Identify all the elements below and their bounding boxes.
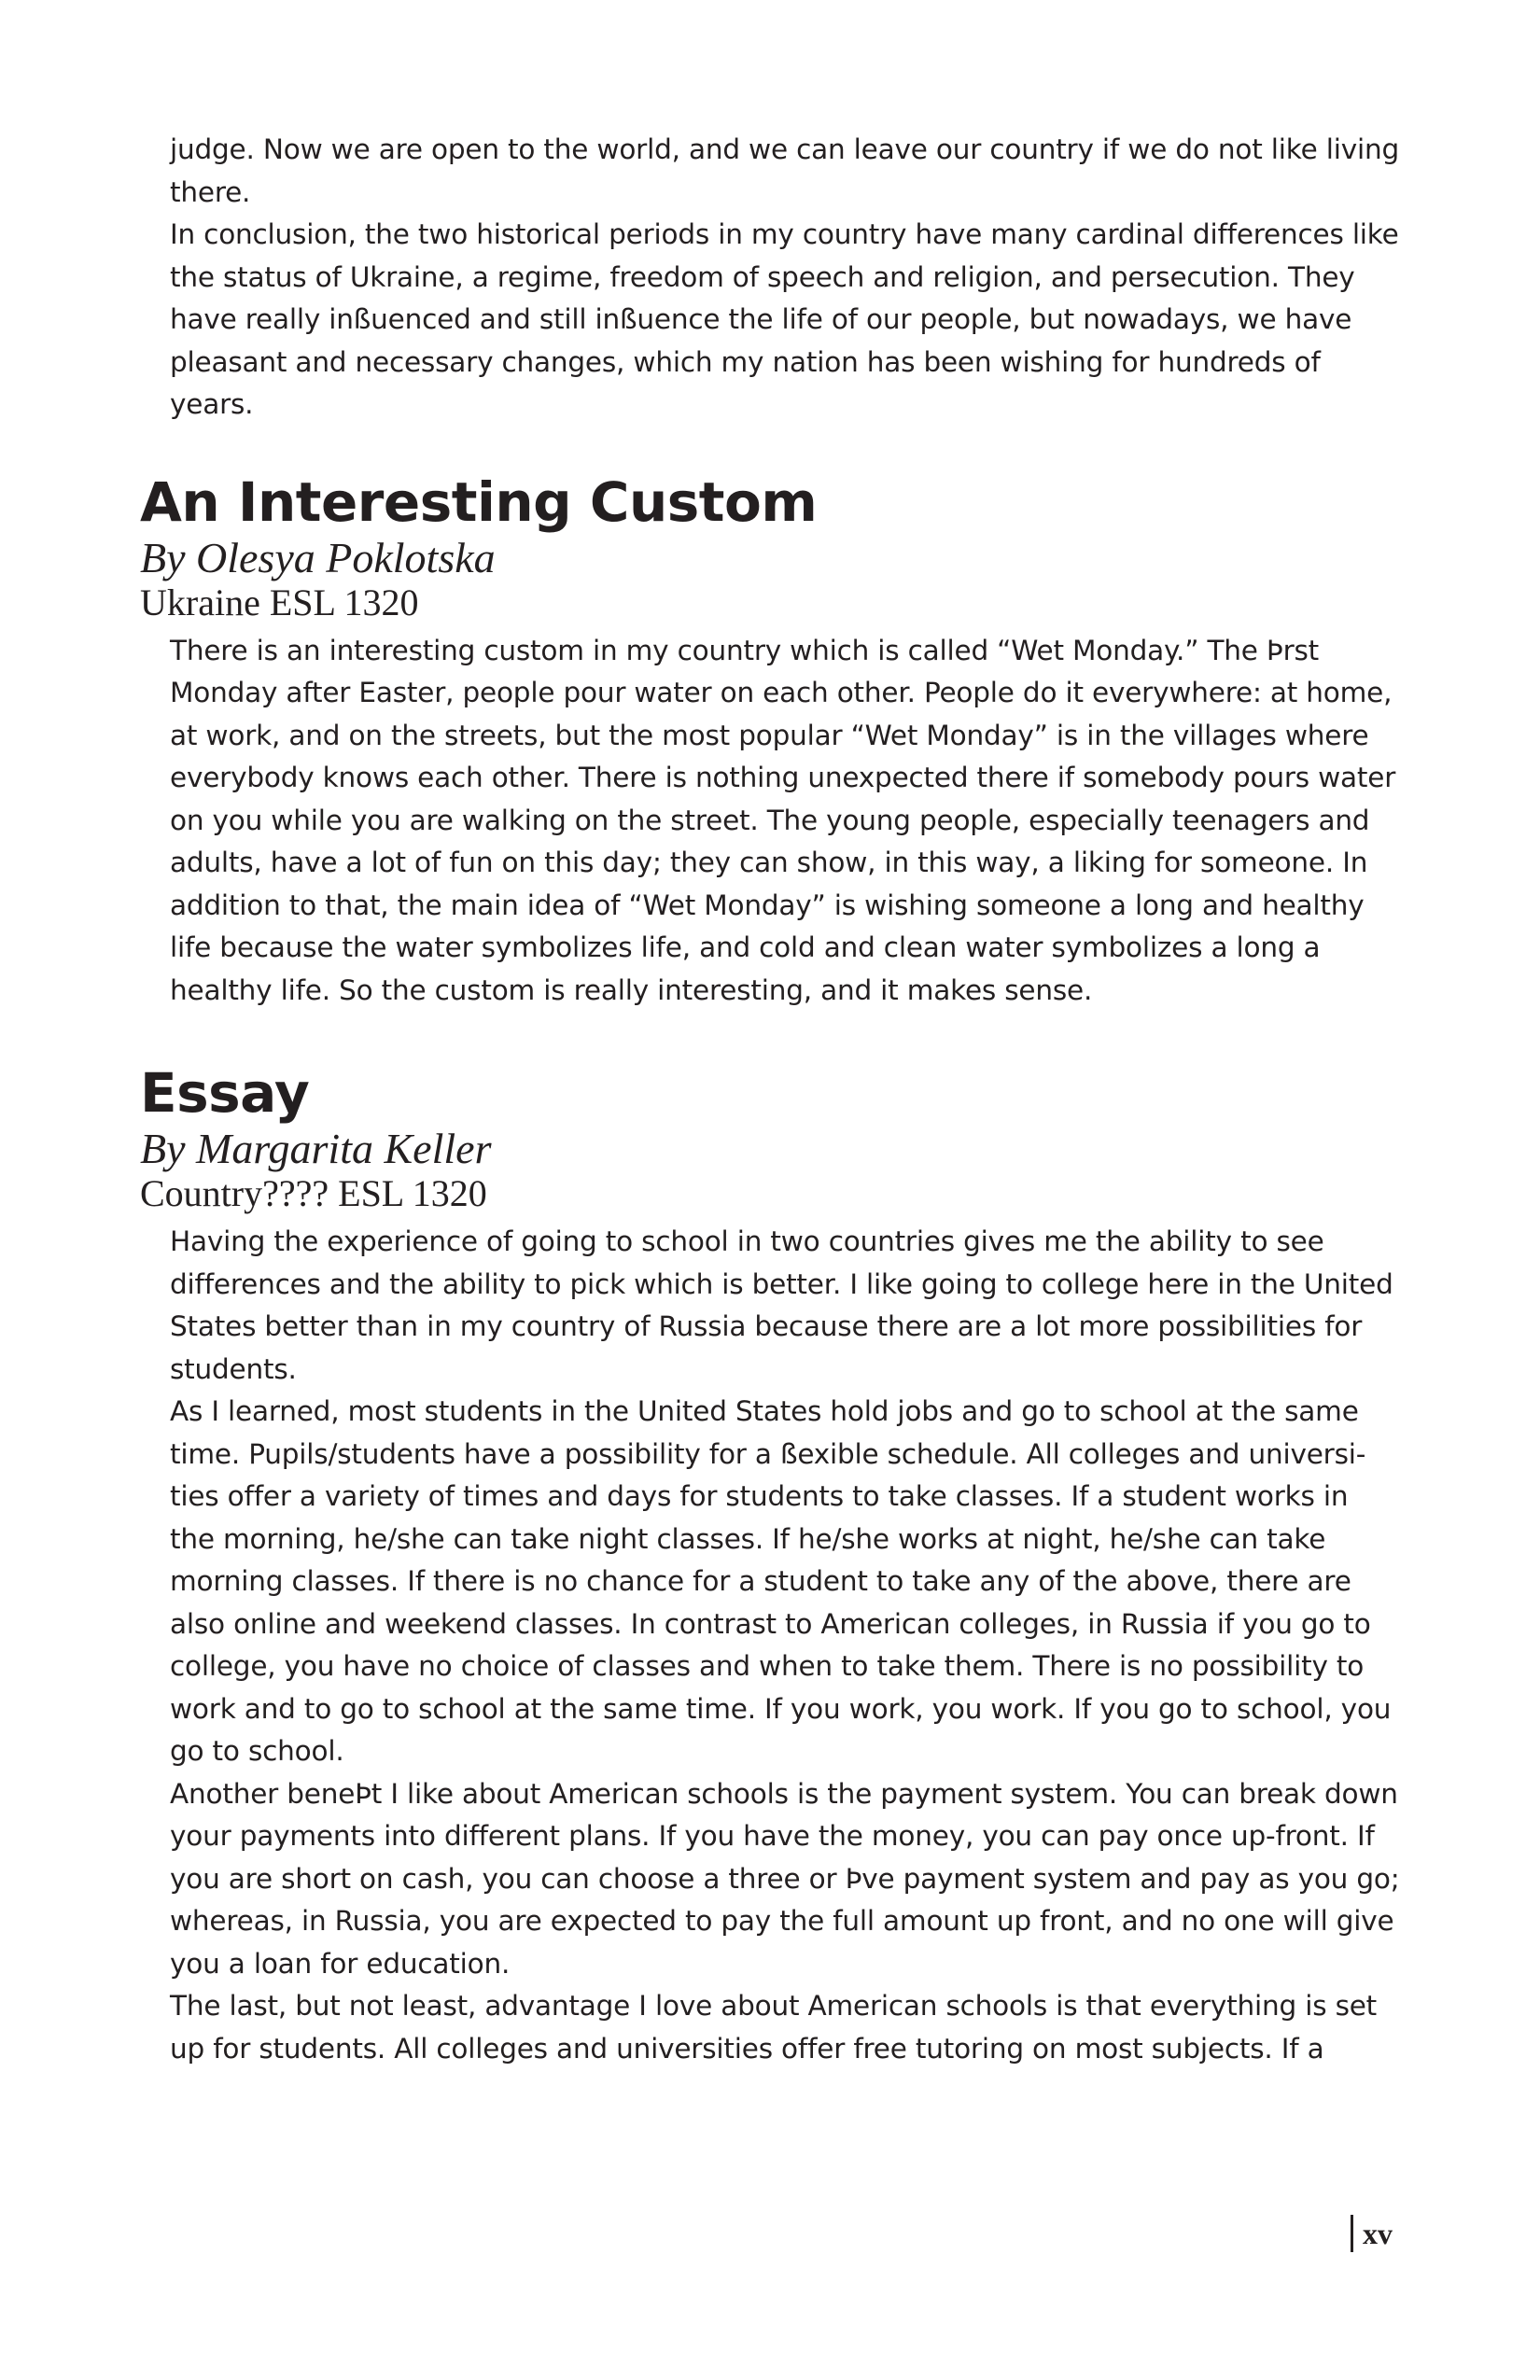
essay-body: [170, 1221, 1400, 2070]
page-content: [140, 129, 1400, 2070]
paragraph: judge. Now we are open to the world, and we can leave our country if we do not like living there.: [170, 133, 1399, 208]
author-byline: By Margarita Keller: [140, 1125, 492, 1172]
paragraph: There is an interesting custom in my country which is called “Wet Monday.” The Þrst Monday after Easter, people pour water on each other. People do it everywhere: at home, at work, and on the streets, but the most popular “Wet Monday” is in the villages where everybody knows each other. There is nothing unexpected there if somebody pours water on you while you are walking on the street. The young people, especially teenagers and adults, have a lot of fun on this day; they can show, in this way, a liking for someone. In addition to that, the main idea of “Wet Monday” is wishing someone a long and healthy life because the water symbolizes life, and cold and clean water symbolizes a long a healthy life. So the custom is really interesting, and it makes sense.: [170, 634, 1396, 1006]
essay-body: [170, 630, 1400, 1013]
page-folio: [1351, 2214, 1393, 2253]
author-origin: Country???? ESL 1320: [140, 1172, 487, 1214]
continuation-text: [170, 129, 1400, 427]
paragraph: In conclusion, the two historical periods in my country have many cardinal differences like the status of Ukraine, a regime, freedom of speech and religion, and persecution. They have really inßuenced and still inßuence the life of our people, but nowadays, we have pleasant and necessary changes, which my nation has been wishing for hundreds of years.: [170, 218, 1399, 420]
paragraph: Another beneÞt I like about American schools is the payment system. You can break down your payments into different plans. If you have the money, you can pay once up-front. If you are short on cash, you can choose a three or Þve payment system and pay as you go; whereas, in Russia, you are expected to pay the full amount up front, and no one will give you a loan for education.: [170, 1777, 1400, 1980]
essay-title: An Interesting Custom: [140, 469, 818, 534]
folio-rule: [1351, 2215, 1353, 2252]
essay-section: [140, 469, 1400, 1013]
essay-section: [140, 1060, 1400, 2070]
author-byline: By Olesya Poklotska: [140, 533, 496, 581]
page-number: xv: [1363, 2216, 1393, 2250]
paragraph: Having the experience of going to school in two countries gives me the ability to see differences and the ability to pick which is better. I like going to college here in the United States better than in my country of Russia because there are a lot more possibilities for students.: [170, 1225, 1393, 1385]
paragraph: The last, but not least, advantage I love about American schools is that everything is set up for students. All colleges and universities offer free tutoring on most subjects. If a: [170, 1990, 1378, 2065]
essay-title: Essay: [140, 1061, 310, 1125]
author-origin: Ukraine ESL 1320: [140, 581, 419, 623]
paragraph: As I learned, most students in the United States hold jobs and go to school at the same time. Pupils/students have a possibility for a ßexible schedule. All colleges and universi-ties offer a variety of times and days for students to take classes. If a student works in the morning, he/she can take night classes. If he/she works at night, he/she can take morning classes. If there is no chance for a student to take any of the above, there are also online and weekend classes. In contrast to American colleges, in Russia if you go to college, you have no choice of classes and when to take them. There is no possibility to work and to go to school at the same time. If you work, you work. If you go to school, you go to school.: [170, 1395, 1392, 1767]
